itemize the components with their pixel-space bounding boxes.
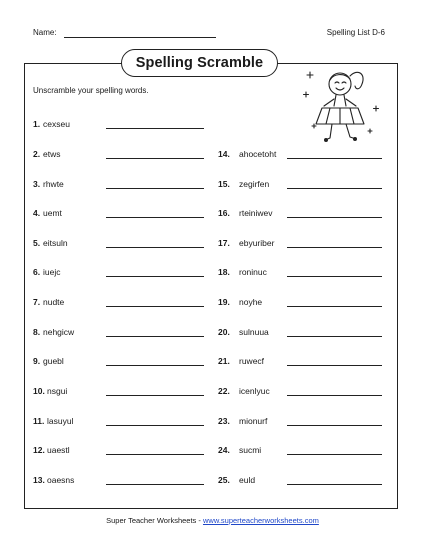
answer-line[interactable] (287, 188, 382, 189)
answer-line[interactable] (287, 484, 382, 485)
scrambled-word: nehgicw (43, 327, 75, 337)
word-item (218, 474, 256, 486)
name-label: Name: (33, 28, 57, 37)
answer-line[interactable] (106, 365, 204, 366)
word-item (33, 207, 62, 219)
item-number: 11. (33, 416, 45, 426)
word-item (218, 415, 268, 427)
item-number: 15. (218, 179, 230, 189)
name-line[interactable] (64, 37, 216, 38)
item-number: 17. (218, 238, 230, 248)
word-item (33, 237, 68, 249)
footer-text: Super Teacher Worksheets - (106, 516, 203, 525)
answer-line[interactable] (106, 484, 204, 485)
list-id: Spelling List D-6 (326, 28, 385, 37)
answer-line[interactable] (106, 454, 204, 455)
item-number: 25. (218, 475, 230, 485)
footer (0, 516, 425, 525)
word-item (218, 266, 267, 278)
answer-line[interactable] (106, 247, 204, 248)
scrambled-word: rteiniwev (239, 208, 273, 218)
answer-line[interactable] (106, 158, 204, 159)
footer-link[interactable]: www.superteacherworksheets.com (202, 516, 319, 525)
item-number: 18. (218, 267, 230, 277)
scrambled-word: nsgui (47, 386, 68, 396)
answer-line[interactable] (287, 306, 382, 307)
item-number: 8. (33, 327, 41, 337)
scrambled-word: ebyuriber (239, 238, 275, 248)
item-number: 6. (33, 267, 41, 277)
answer-line[interactable] (287, 425, 382, 426)
word-item (33, 296, 65, 308)
word-item (33, 474, 75, 486)
scrambled-word: icenlyuc (239, 386, 270, 396)
scrambled-word: nudte (43, 297, 65, 307)
item-number: 14. (218, 149, 230, 159)
item-number: 13. (33, 475, 45, 485)
word-item (218, 178, 270, 190)
word-item (33, 266, 61, 278)
answer-line[interactable] (287, 247, 382, 248)
word-item (218, 355, 265, 367)
answer-line[interactable] (106, 188, 204, 189)
word-item (218, 237, 275, 249)
item-number: 2. (33, 149, 41, 159)
scrambled-word: guebl (43, 356, 64, 366)
word-item (218, 326, 269, 338)
word-item (218, 207, 273, 219)
item-number: 7. (33, 297, 41, 307)
word-item (33, 355, 64, 367)
answer-line[interactable] (287, 158, 382, 159)
scrambled-word: sucmi (239, 445, 262, 455)
worksheet-title: Spelling Scramble (121, 49, 278, 77)
item-number: 16. (218, 208, 230, 218)
answer-line[interactable] (287, 365, 382, 366)
answer-line[interactable] (106, 395, 204, 396)
word-item (33, 385, 68, 397)
word-item (33, 148, 61, 160)
word-item (33, 178, 64, 190)
item-number: 19. (218, 297, 230, 307)
item-number: 4. (33, 208, 41, 218)
scrambled-word: rhwte (43, 179, 64, 189)
scrambled-word: sulnuua (239, 327, 269, 337)
answer-line[interactable] (287, 336, 382, 337)
scrambled-word: roninuc (239, 267, 267, 277)
scrambled-word: cexseu (43, 119, 70, 129)
answer-line[interactable] (287, 276, 382, 277)
item-number: 22. (218, 386, 230, 396)
item-number: 21. (218, 356, 230, 366)
scrambled-word: iuejc (43, 267, 61, 277)
scrambled-word: etws (43, 149, 61, 159)
word-item (218, 385, 270, 397)
answer-line[interactable] (106, 128, 204, 129)
answer-line[interactable] (106, 336, 204, 337)
item-number: 5. (33, 238, 41, 248)
scrambled-word: oaesns (47, 475, 75, 485)
scrambled-word: uemt (43, 208, 62, 218)
scrambled-word: uaestl (47, 445, 70, 455)
scrambled-word: ahocetoht (239, 149, 277, 159)
item-number: 9. (33, 356, 41, 366)
answer-line[interactable] (106, 306, 204, 307)
item-number: 23. (218, 416, 230, 426)
word-item (218, 148, 277, 160)
item-number: 10. (33, 386, 45, 396)
scrambled-word: zegirfen (239, 179, 270, 189)
answer-line[interactable] (106, 276, 204, 277)
answer-line[interactable] (287, 217, 382, 218)
item-number: 1. (33, 119, 41, 129)
answer-line[interactable] (106, 217, 204, 218)
scrambled-word: ruwecf (239, 356, 265, 366)
girl-illustration (300, 66, 384, 148)
word-item (218, 444, 262, 456)
scrambled-word: eitsuln (43, 238, 68, 248)
item-number: 24. (218, 445, 230, 455)
scrambled-word: noyhe (239, 297, 263, 307)
item-number: 3. (33, 179, 41, 189)
instructions: Unscramble your spelling words. (33, 86, 149, 95)
scrambled-word: euld (239, 475, 256, 485)
scrambled-word: lasuyul (47, 416, 74, 426)
word-item (33, 415, 74, 427)
answer-line[interactable] (287, 395, 382, 396)
answer-line[interactable] (106, 425, 204, 426)
answer-line[interactable] (287, 454, 382, 455)
word-item (33, 326, 75, 338)
word-item (218, 296, 263, 308)
word-item (33, 118, 70, 130)
item-number: 12. (33, 445, 45, 455)
item-number: 20. (218, 327, 230, 337)
word-item (33, 444, 70, 456)
scrambled-word: mionurf (239, 416, 268, 426)
